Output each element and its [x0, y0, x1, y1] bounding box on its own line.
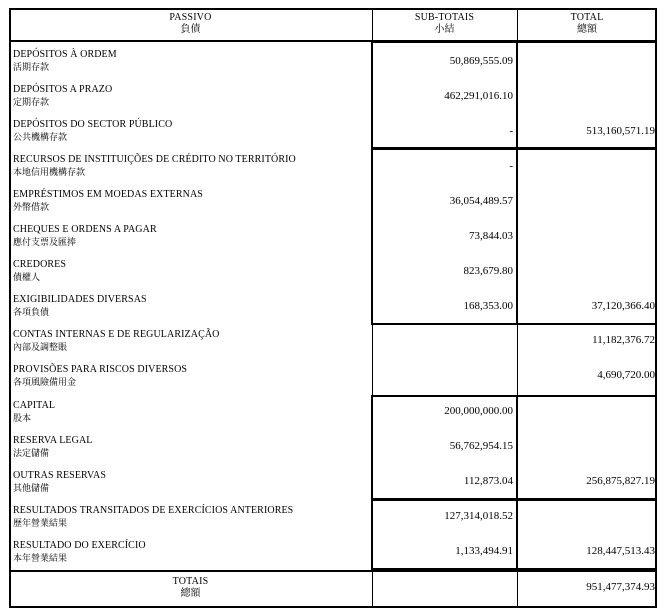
row-label [13, 258, 66, 284]
row-label-zh: 本年營業結果 [13, 553, 68, 563]
subtotal-value: 56,762,954.15 [449, 440, 513, 452]
row-label-zh: 法定儲備 [13, 448, 50, 458]
total-value: 256,875,827.19 [586, 475, 655, 487]
subtotal-value: 50,869,555.09 [449, 55, 513, 67]
row-label-pt: PROVISÕES PARA RISCOS DIVERSOS [13, 364, 188, 375]
row-label [13, 153, 296, 179]
header-passivo-zh: 負債 [180, 24, 201, 35]
table-row-cheques-ordens [9, 223, 657, 258]
subtotal-value: 112,873.04 [463, 475, 513, 487]
row-label [13, 48, 117, 74]
table-row-depositos-prazo [9, 83, 657, 118]
subtotal-value: 36,054,489.57 [449, 195, 513, 207]
table-row-emprestimos-moedas [9, 188, 657, 223]
row-label [13, 293, 147, 319]
row-label-zh: 應付支票及匯捧 [13, 237, 77, 247]
row-label-pt: CHEQUES E ORDENS A PAGAR [13, 224, 157, 235]
totals-label-zh: 總額 [180, 588, 201, 599]
header-total [517, 12, 657, 36]
header-subtotais [372, 12, 517, 36]
row-label-zh: 外幣借款 [13, 202, 50, 212]
table-row-reserva-legal [9, 434, 657, 469]
subtotal-value: 823,679.80 [463, 265, 513, 277]
header-subtotais-zh: 小結 [434, 24, 455, 35]
row-label-pt: EMPRÉSTIMOS EM MOEDAS EXTERNAS [13, 189, 203, 200]
row-label-pt: DEPÓSITOS DO SECTOR PÚBLICO [13, 119, 173, 130]
subtotal-value: 462,291,016.10 [444, 90, 513, 102]
totals-label [9, 576, 372, 600]
row-label [13, 469, 106, 495]
row-label [13, 434, 93, 460]
row-label-pt: DEPÓSITOS À ORDEM [13, 49, 117, 60]
row-label-zh: 債權人 [13, 272, 41, 282]
row-label-pt: RESULTADOS TRANSITADOS DE EXERCÍCIOS ANTERIORES [13, 505, 294, 516]
row-label-pt: CONTAS INTERNAS E DE REGULARIZAÇÃO [13, 329, 220, 340]
subtotal-value: 1,133,494.91 [455, 545, 513, 557]
subtotal-value: - [509, 160, 513, 172]
table-row-provisoes [9, 363, 657, 398]
table-row-resultado-exercicio [9, 539, 657, 574]
row-label [13, 539, 146, 565]
row-label-pt: EXIGIBILIDADES DIVERSAS [13, 294, 147, 305]
row-label-zh: 定期存款 [13, 97, 50, 107]
total-value: 11,182,376.72 [592, 334, 655, 346]
row-label [13, 83, 112, 109]
total-value: 128,447,513.43 [586, 545, 655, 557]
subtotal-value: 73,844.03 [469, 230, 513, 242]
row-label [13, 328, 219, 354]
header-passivo-pt: PASSIVO [169, 12, 212, 23]
table-row-outras-reservas [9, 469, 657, 504]
grand-total-value: 951,477,374.93 [586, 581, 655, 593]
row-label-zh: 本地信用機構存款 [13, 167, 86, 177]
row-label-zh: 內部及調整賬 [13, 342, 68, 352]
row-label-zh: 公共機構存款 [13, 132, 68, 142]
row-label-pt: OUTRAS RESERVAS [13, 470, 107, 481]
header-subtotais-pt: SUB-TOTAIS [414, 12, 475, 23]
row-label-zh: 其他儲備 [13, 483, 50, 493]
row-label [13, 399, 55, 425]
subtotal-value: 200,000,000.00 [444, 405, 513, 417]
row-label [13, 504, 293, 530]
row-label-zh: 活期存款 [13, 62, 50, 72]
table-row-capital [9, 399, 657, 434]
subtotal-value: - [509, 125, 513, 137]
row-label-pt: DEPÓSITOS A PRAZO [13, 84, 113, 95]
row-label-zh: 各項風險備用金 [13, 377, 77, 387]
row-label-pt: RESERVA LEGAL [13, 435, 93, 446]
table-row-resultados-transitados [9, 504, 657, 539]
total-value: 4,690,720.00 [597, 369, 655, 381]
table-row-depositos-ordem [9, 48, 657, 83]
row-label [13, 363, 187, 389]
row-label-pt: RECURSOS DE INSTITUIÇÕES DE CRÉDITO NO TERRITÓRIO [13, 154, 296, 165]
row-label-pt: CREDORES [13, 259, 67, 270]
row-label [13, 118, 172, 144]
row-label [13, 188, 203, 214]
row-label-zh: 各項負債 [13, 307, 50, 317]
row-label-pt: CAPITAL [13, 400, 56, 411]
row-label-zh: 歷年營業結果 [13, 518, 68, 528]
table-row-recursos-instituicoes [9, 153, 657, 188]
total-value: 513,160,571.19 [586, 125, 655, 137]
subtotal-value: 168,353.00 [463, 300, 513, 312]
total-value: 37,120,366.40 [591, 300, 655, 312]
table-row-credores [9, 258, 657, 293]
header-total-pt: TOTAL [570, 12, 604, 23]
balance-sheet-liabilities-table [9, 8, 657, 608]
table-row-contas-internas [9, 328, 657, 363]
header-total-zh: 總額 [577, 24, 597, 35]
row-label [13, 223, 157, 249]
row-label-zh: 股本 [13, 413, 32, 423]
subtotal-value: 127,314,018.52 [444, 510, 513, 522]
table-row-exigibilidades [9, 293, 657, 328]
row-label-pt: RESULTADO DO EXERCÍCIO [13, 540, 146, 551]
totals-label-pt: TOTAIS [172, 576, 209, 587]
header-passivo [9, 12, 372, 36]
table-row-depositos-sector-publico [9, 118, 657, 153]
